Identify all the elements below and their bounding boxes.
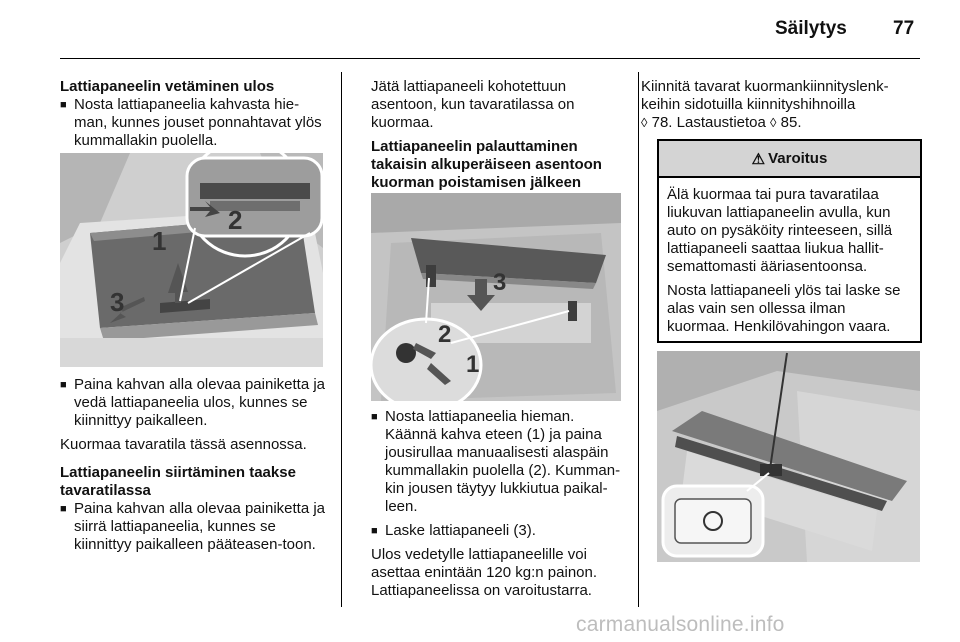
page-ref-link[interactable]: 85. xyxy=(780,114,802,131)
warning-box xyxy=(657,139,922,343)
warning-triangle-icon: ⚠ xyxy=(751,150,766,168)
warning-title: Varoitus xyxy=(768,150,828,167)
section-heading: Lattiapaneelin vetäminen ulos xyxy=(60,78,275,95)
page-ref-icon: ◊ xyxy=(641,115,648,130)
bullet-item xyxy=(371,522,625,540)
paragraph-text: Kiinnitä tavarat kuormankiinnityslenk-keihin sidotuilla kiinnityshihnoilla xyxy=(641,78,889,113)
bullet-text: Paina kahvan alla olevaa painiketta ja vedä lattiapaneelia ulos, kunnes se kiinnittyy paikalleen. xyxy=(74,376,326,429)
paragraph: Ulos vedetylle lattiapaneelille voi asettaa enintään 120 kg:n painon. Lattiapaneelissa on varoitustarra. xyxy=(371,546,598,599)
page-number: 77 xyxy=(893,18,915,39)
bullet-square-icon: ■ xyxy=(60,503,67,515)
page-ref-link[interactable]: 78. Lastaustietoa xyxy=(651,114,766,131)
bullet-text: Paina kahvan alla olevaa painiketta ja siirrä lattiapaneelia, kunnes se kiinnittyy paikalleen pääteasen-toon. xyxy=(74,500,326,553)
paragraph xyxy=(641,78,921,132)
section-heading: Lattiapaneelin siirtäminen taakse tavaratilassa xyxy=(60,464,296,499)
bullet-item xyxy=(60,500,326,554)
figure-floor-panel-return xyxy=(371,193,621,401)
figure-label: 3 xyxy=(493,269,507,296)
bullet-square-icon: ■ xyxy=(60,379,67,391)
bullet-item xyxy=(60,96,326,150)
column-divider xyxy=(341,72,342,607)
bullet-square-icon: ■ xyxy=(60,99,67,111)
bullet-text: Laske lattiapaneeli (3). xyxy=(385,522,536,539)
bullet-square-icon: ■ xyxy=(371,525,378,537)
figure-label: 2 xyxy=(228,205,243,235)
warning-header xyxy=(659,141,920,178)
page-ref-icon: ◊ xyxy=(770,115,777,130)
bullet-item xyxy=(60,376,326,430)
bullet-text: Nosta lattiapaneelia kahvasta hie-man, kunnes jouset ponnahtavat ylös kummallakin puolella. xyxy=(74,96,322,149)
figure-label: 1 xyxy=(466,351,480,378)
paragraph: Jätä lattiapaneeli kohotettuun asentoon, kun tavaratilassa on kuormaa. xyxy=(371,78,575,131)
watermark: carmanualsonline.info xyxy=(576,613,785,636)
bullet-square-icon: ■ xyxy=(371,411,378,423)
section-heading: Lattiapaneelin palauttaminen takaisin alkuperäiseen asentoon kuorman poistamisen jälkeen xyxy=(371,138,602,191)
header-rule xyxy=(60,58,920,59)
warning-text: Nosta lattiapaneeli ylös tai laske se alas vain sen ollessa ilman kuormaa. Henkilövahingon vaara. xyxy=(667,282,901,335)
bullet-text: Nosta lattiapaneelia hieman. Käännä kahva eteen (1) ja paina jousirullaa manuaalisesti alaspäin kummallakin puolella (2). Kumman-kin jousen täytyy lukkiutua paikal-leen. xyxy=(385,408,621,515)
figure-label: 1 xyxy=(152,226,167,256)
paragraph: Kuormaa tavaratila tässä asennossa. xyxy=(60,436,307,453)
figure-label: 2 xyxy=(438,321,452,348)
figure-floor-panel-pull-out xyxy=(60,153,323,367)
column-3 xyxy=(641,78,921,132)
warning-text: Älä kuormaa tai pura tavaratilaa liukuvan lattiapaneelin avulla, kun auto on pysäköity rinteeseen, sillä lattiapaneeli saattaa liukua hallit-semattomasti ääriasentoonsa. xyxy=(667,186,893,275)
bullet-item xyxy=(371,408,625,516)
page-header-title: Säilytys xyxy=(775,18,847,39)
column-divider xyxy=(638,72,639,607)
figure-warning-label xyxy=(657,351,920,562)
figure-label: 3 xyxy=(110,287,125,317)
